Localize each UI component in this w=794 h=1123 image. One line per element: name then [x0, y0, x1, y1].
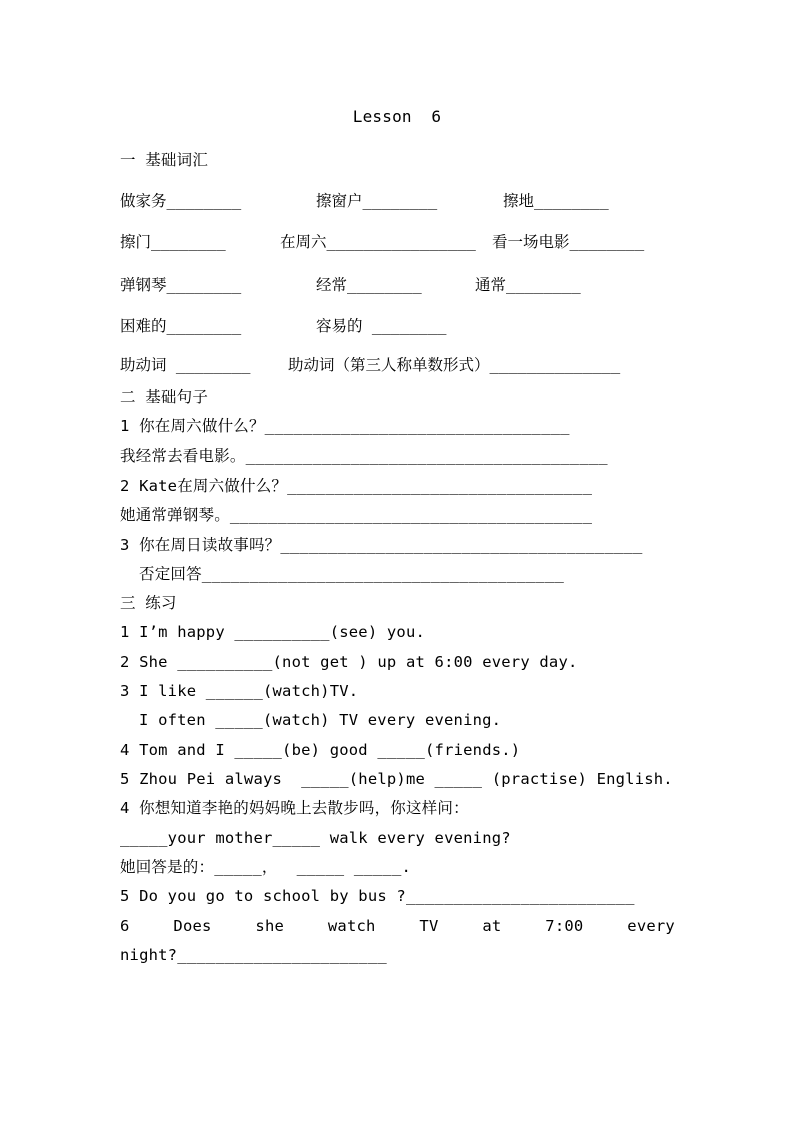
vocab-item: 经常________: [316, 276, 422, 294]
sentence-line: 2 Kate在周六做什么？________________________________: [120, 477, 593, 495]
vocab-item: 擦地________: [503, 192, 609, 210]
exercise-line: 2 She __________(not get ) up at 6:00 every day.: [120, 653, 578, 671]
section-heading-practice: 三 练习: [120, 594, 177, 612]
exercise-word: 7:00: [545, 917, 584, 935]
exercise-line: 5 Do you go to school by bus ?________________________: [120, 887, 635, 905]
sentence-line: 3 你在周日读故事吗？______________________________________: [120, 536, 643, 554]
exercise-line: 4 Tom and I _____(be) good _____(friends.): [120, 741, 521, 759]
exercise-line-justified: [120, 916, 675, 936]
vocab-item: 看一场电影________: [492, 233, 645, 251]
exercise-word: she: [255, 917, 285, 935]
vocab-item: 弹钢琴________: [120, 276, 242, 294]
exercise-line: 3 I like ______(watch)TV.: [120, 682, 359, 700]
vocab-item: 做家务________: [120, 192, 242, 210]
exercise-line: I often _____(watch) TV every evening.: [139, 711, 502, 729]
vocab-item: 擦门________: [120, 233, 226, 251]
exercise-word: Does: [173, 917, 212, 935]
exercise-line: _____your mother_____ walk every evening?: [120, 829, 511, 847]
sentence-line: 我经常去看电影。______________________________________: [120, 447, 608, 465]
exercise-word: at: [482, 917, 502, 935]
exercise-word: 6: [120, 917, 130, 935]
vocab-item: 助动词（第三人称单数形式）______________: [288, 356, 621, 374]
exercise-line: 她回答是的：_____， _____ _____.: [120, 858, 412, 876]
exercise-line: night?______________________: [120, 946, 387, 964]
vocab-item: 容易的 ________: [316, 317, 447, 335]
sentence-line: 1 你在周六做什么？________________________________: [120, 417, 570, 435]
exercise-word: TV: [419, 917, 439, 935]
section-heading-sentences: 二 基础句子: [120, 388, 209, 406]
page-title: Lesson 6: [352, 107, 442, 126]
vocab-item: 助动词 ________: [120, 356, 251, 374]
exercise-line: 1 I’m happy __________(see) you.: [120, 623, 426, 641]
section-heading-vocabulary: 一 基础词汇: [120, 151, 209, 169]
exercise-word: watch: [327, 917, 376, 935]
exercise-line: 4 你想知道李艳的妈妈晚上去散步吗，你这样问：: [120, 799, 469, 817]
sentence-line: 否定回答______________________________________: [139, 565, 565, 583]
sentence-line: 她通常弹钢琴。______________________________________: [120, 506, 593, 524]
vocab-item: 通常________: [475, 276, 581, 294]
exercise-word: every: [627, 917, 675, 935]
vocab-item: 困难的________: [120, 317, 242, 335]
vocab-item: 擦窗户________: [316, 192, 438, 210]
exercise-line: 5 Zhou Pei always _____(help)me _____ (practise) English.: [120, 770, 673, 788]
vocab-item: 在周六________________: [280, 233, 476, 251]
